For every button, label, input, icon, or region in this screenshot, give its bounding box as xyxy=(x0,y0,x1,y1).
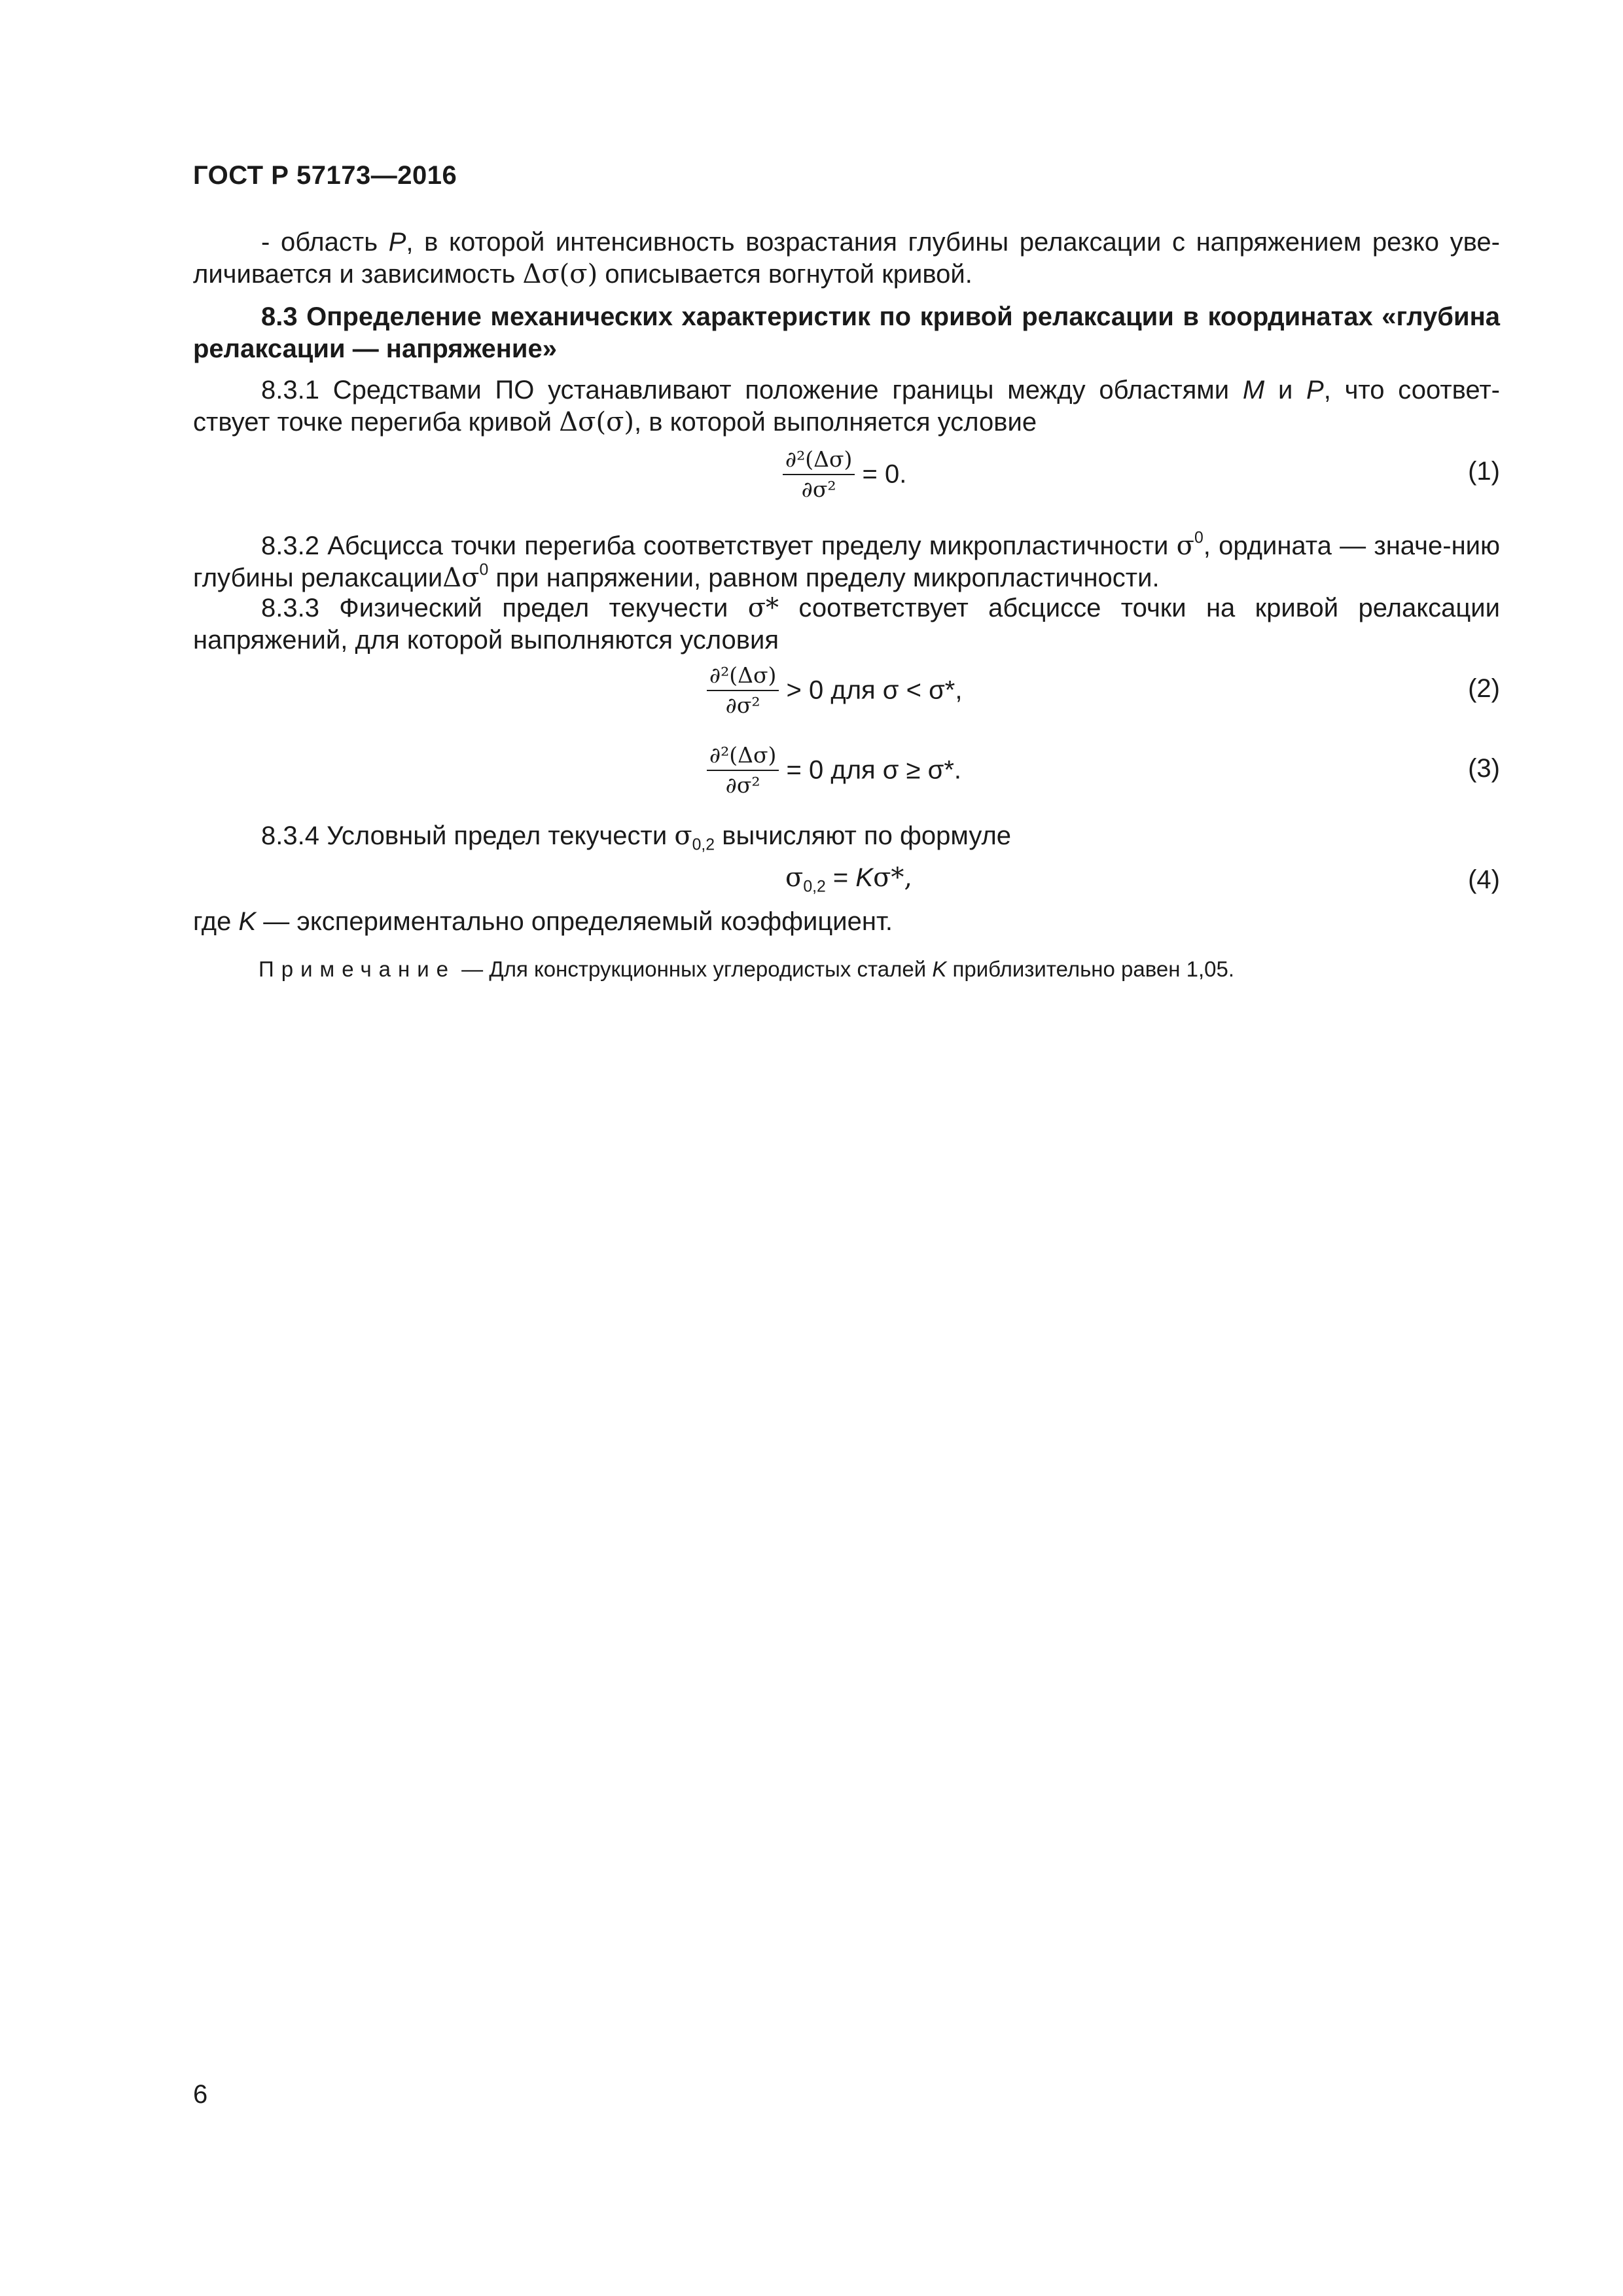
paragraph-8-3-3: 8.3.3 Физический предел текучести σ* соответствует абсциссе точки на кривой релаксации напряжений, для которой выполняются условия xyxy=(193,593,1500,655)
page-number: 6 xyxy=(193,2080,208,2109)
equation-number-1: (1) xyxy=(1468,457,1500,486)
list-item-area-p: - область P, в которой интенсивность возрастания глубины релаксации с напряжением резко уве-личивается и зависимость Δσ(σ) описывается вогнутой кривой. xyxy=(193,228,1500,289)
equation-number-2: (2) xyxy=(1468,674,1500,703)
paragraph-8-3-4: 8.3.4 Условный предел текучести $\sigma_{0,2}$ вычисляют по формуле xyxy=(261,821,1012,854)
paragraph-8-3-1: 8.3.1 Средствами ПО устанавливают положение границы между областями M и P, что соответ-ствует точке перегиба кривой Δσ(σ), в которой выполняется условие xyxy=(193,376,1500,437)
fraction: $\frac{\text{∂²(Δσ)}}{\text{∂σ²}}$ xyxy=(707,661,779,720)
fraction: $\frac{\text{∂²(Δσ)}}{\text{∂σ²}}$ xyxy=(707,741,779,800)
equation-3: $\frac{\text{∂²(Δσ)}}{\text{∂σ²}}$ = 0 для σ ≥ σ*. xyxy=(707,741,961,800)
section-heading-8-3: 8.3 Определение механических характеристик по кривой релаксации в координатах «глубина релаксации — напряжение» xyxy=(193,302,1500,363)
equation-1: $\frac{\text{∂²(Δσ)}}{\text{∂σ²}}$ = 0. xyxy=(783,445,906,504)
fraction: $\frac{\text{∂²(Δσ)}}{\text{∂σ²}}$ xyxy=(783,445,855,504)
note: Примечание — Для конструкционных углеродистых сталей K приблизительно равен 1,05. xyxy=(259,957,1235,981)
note-label: Примечание xyxy=(259,957,456,981)
equation-2: $\frac{\text{∂²(Δσ)}}{\text{∂σ²}}$ > 0 для σ < σ*, xyxy=(707,661,962,720)
document-header: ГОСТ Р 57173—2016 xyxy=(193,161,457,190)
equation-number-3: (3) xyxy=(1468,754,1500,783)
where-clause: где K — экспериментально определяемый коэффициент. xyxy=(193,907,893,936)
equation-number-4: (4) xyxy=(1468,865,1500,894)
equation-4: $\sigma_{0,2} = K\sigma*$, xyxy=(785,863,913,896)
paragraph-8-3-2: 8.3.2 Абсцисса точки перегиба соответствует пределу микропластичности $\sigma^0$, ордината — значе-нию глубины релаксацииΔσ$^0$ при напряжении, равном пределу микропластичности. xyxy=(193,529,1501,593)
